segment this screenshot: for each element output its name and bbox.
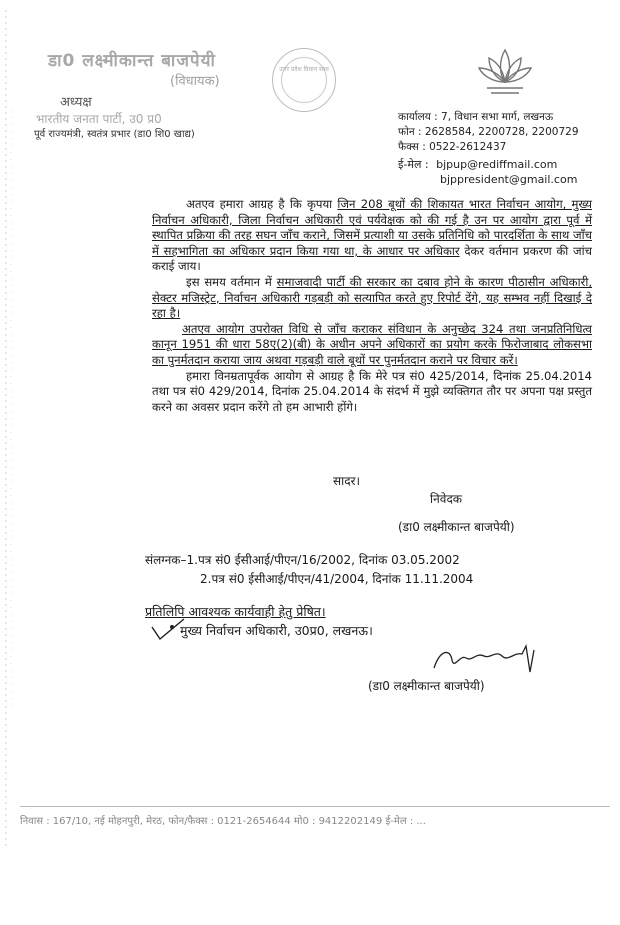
office-fax: फैक्स : 0522-2612437 [398, 141, 507, 153]
nivedak-label: निवेदक [430, 492, 463, 506]
letterhead-former-post: पूर्व राज्यमंत्री, स्वतंत्र प्रभार (डा0 शि0 खाद्य) [34, 129, 195, 140]
scan-margin-marks [0, 10, 18, 850]
signatory-name: (डा0 लक्ष्मीकान्त बाजपेयी) [398, 520, 515, 534]
letterhead-role: (विधायक) [170, 74, 220, 89]
office-address: कार्यालय : 7, विधान सभा मार्ग, लखनऊ [398, 111, 554, 123]
enclosure-line-2: 2.पत्र सं0 ईसीआई/पीएन/41/2004, दिनांक 11.11.2004 [200, 572, 474, 586]
paragraph-3-underlined: अतएव आयोग उपरोक्त विधि से जाँच कराकर संविधान के अनुच्छेद 324 तथा जनप्रतिनिधित्व कानून 1951 की धारा 58ए(2)(बी) के अधीन अपने अधिकारों का प्रयोग करके फिरोजाबाद लोकसभा का पुनर्मतदान कराया जाय अथवा गड़बड़ी वाले बूथों पर पुनर्मतदान कराने पर विचार करें। [152, 321, 592, 367]
email-secondary: bjppresident@gmail.com [440, 173, 578, 186]
footer-residence: निवास : 167/10, नई मोहनपुरी, मेरठ, फोन/फैक्स : 0121-2654644 मो0 : 9412202149 ई-मेल : ... [20, 806, 610, 827]
signatory-name-2: (डा0 लक्ष्मीकान्त बाजपेयी) [368, 679, 485, 693]
lotus-logo-icon [473, 44, 537, 102]
email-primary: bjpup@rediffmail.com [436, 158, 558, 171]
paragraph-1-tail: देकर वर्तमान प्रकरण की जांच कराई जाय। [152, 243, 593, 274]
paragraph-4: हमारा विनम्रतापूर्वक आयोग से आग्रह है कि मेरे पत्र सं0 425/2014, दिनांक 25.04.2014 तथा पत्र सं0 429/2014, दिनांक 25.04.2014 के संदर्भ में मुझे व्यक्तिगत तौर पर अपना पक्ष प्रस्तुत करने का अवसर प्रदान करेंगे तो हम आभारी होंगे। [152, 368, 592, 414]
letterhead-position: अध्यक्ष [60, 95, 92, 110]
paragraph-3 [152, 322, 592, 369]
paragraph-2-underlined: समाजवादी पार्टी की सरकार का दबाव होने के कारण पीठासीन अधिकारी, सेक्टर मजिस्ट्रेट, निर्वाचन अधिकारी गड़बड़ी को सत्यापित करते हुए रिपोर्ट देंगे, यह सम्भव नहीं दिखाई दे रहा है। [152, 274, 593, 321]
paragraph-1 [152, 197, 592, 275]
office-phone: फोन : 2628584, 2200728, 2200729 [398, 126, 579, 138]
copy-heading: प्रतिलिपि आवश्यक कार्यवाही हेतु प्रेषित। [145, 604, 326, 619]
email-label: ई-मेल : [398, 158, 429, 171]
enclosure-line-1: संलग्नक–1.पत्र सं0 ईसीआई/पीएन/16/2002, दिनांक 03.05.2002 [145, 553, 460, 567]
assembly-seal-icon [272, 48, 336, 112]
seal-text: उत्तर प्रदेश विधान सभा [279, 66, 329, 73]
paragraph-1-underlined: जिन 208 बूथों की शिकायत भारत निर्वाचन आयोग, मुख्य निर्वाचन अधिकारी, जिला निर्वाचन अधिकारी एवं पर्यवेक्षक को की गई है उन पर आयोग द्वारा पूर्व में स्थापित प्रक्रिया की तरह सघन जाँच कराने, जिसमें प्रत्याशी या उसके प्रतिनिधि को पारदर्शिता के साथ जाँच में सहभागिता का अधिकार प्रदान किया गया था, के आधार पर अधिकार [152, 197, 592, 258]
closing-text: सादर। [333, 474, 361, 488]
office-email [398, 157, 557, 172]
paragraph-2-lead: इस समय वर्तमान में [186, 274, 277, 289]
paragraph-2 [152, 275, 592, 322]
letter-body [152, 197, 592, 415]
paragraph-1-lead: अतएव हमारा आग्रह है कि कृपया [186, 197, 338, 211]
letterhead-party: भारतीय जनता पार्टी, उ0 प्र0 [36, 112, 162, 126]
letterhead-name: डा0 लक्ष्मीकान्त बाजपेयी [48, 51, 216, 71]
copy-recipient: मुख्य निर्वाचन अधिकारी, उ0प्र0, लखनऊ। [180, 623, 373, 638]
handwritten-signature-icon [430, 640, 550, 680]
